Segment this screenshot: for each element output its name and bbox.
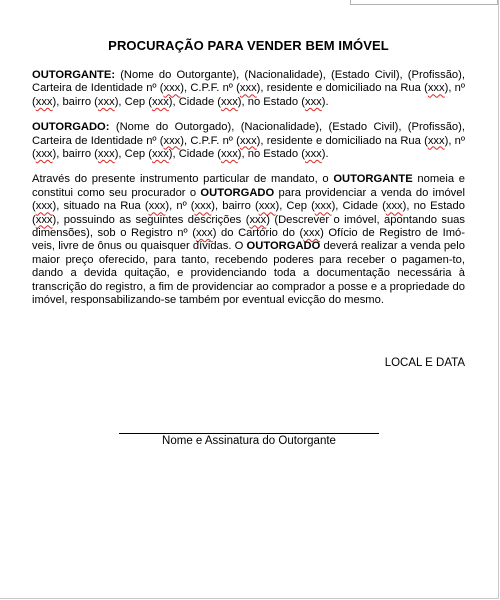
outorgante-text: ), no Estado ( bbox=[237, 95, 305, 108]
placeholder: xxx bbox=[258, 200, 276, 213]
placeholder: xxx bbox=[152, 95, 169, 108]
body-text: para providenciar a venda do imóvel ( bbox=[32, 186, 465, 213]
body-text: ), bairro ( bbox=[211, 200, 259, 213]
outorgado-ref: OUTORGADO bbox=[200, 186, 275, 199]
outorgante-text: ), nº ( bbox=[32, 82, 465, 108]
local-e-data: LOCAL E DATA bbox=[384, 357, 465, 369]
outorgado-label: OUTORGADO: bbox=[32, 121, 110, 134]
outorgante-text: ), Cep ( bbox=[114, 95, 152, 108]
body-text: deverá realizar a venda pelo maior preço oferecido, para tanto, recebendo poderes para receber o pagamen-to, dando a devida quitação, e providenciando toda a documentação necessária à transcrição do registro, a fim de providenciar ao comprador a posse e a propriedade do imóvel, responsabilizando-se também por eventual evicção do mesmo. bbox=[32, 240, 465, 307]
placeholder: xxx bbox=[35, 213, 53, 226]
body-text: ), possuindo as seguintes descrições ( bbox=[52, 213, 250, 226]
body-text: ), situado na Rua ( bbox=[52, 200, 149, 213]
placeholder: xxx bbox=[304, 148, 322, 161]
placeholder: xxx bbox=[152, 148, 169, 161]
body-text: nomeia e constitui como seu procurador o bbox=[32, 173, 465, 199]
outorgante-text: ), Cidade ( bbox=[168, 95, 222, 108]
placeholder: xxx bbox=[163, 82, 181, 95]
body-text: ), Cep ( bbox=[275, 200, 315, 213]
placeholder: xxx bbox=[314, 200, 332, 213]
body-text: ), no Estado ( bbox=[32, 200, 465, 226]
placeholder: xxx bbox=[221, 95, 238, 108]
outorgado-paragraph bbox=[32, 121, 465, 161]
placeholder: xxx bbox=[35, 148, 53, 161]
placeholder: xxx bbox=[221, 148, 238, 161]
placeholder: xxx bbox=[148, 200, 166, 213]
placeholder: xxx bbox=[239, 134, 257, 147]
outorgado-text: ), Cep ( bbox=[114, 148, 152, 161]
outorgado-ref: OUTORGADO bbox=[246, 240, 321, 253]
outorgado-text: ), bairro ( bbox=[52, 148, 98, 161]
body-text: ) (Descrever o imóvel, apontando suas dimensões), sob o Registro nº ( bbox=[32, 213, 465, 240]
placeholder: xxx bbox=[195, 227, 213, 240]
body-text: ), nº ( bbox=[165, 200, 195, 213]
body-text: ) Ofício de Registro de Imó-veis, livre de ônus ou quaisquer dívidas. O bbox=[32, 227, 465, 253]
outorgado-text: ), no Estado ( bbox=[237, 148, 305, 161]
placeholder: xxx bbox=[303, 227, 321, 240]
body-text: ) do Cartório do ( bbox=[212, 227, 304, 240]
body-text: ), Cidade ( bbox=[331, 200, 386, 213]
outorgante-text: ). bbox=[321, 95, 329, 108]
outorgante-label: OUTORGANTE: bbox=[32, 69, 116, 81]
placeholder: xxx bbox=[249, 213, 267, 226]
outorgado-text: (Nome do Outorgado), (Nacionalidade), (Estado Civil), (Profissão), Carteira de Identidade nº ( bbox=[32, 121, 465, 147]
document-title: PROCURAÇÃO PARA VENDER BEM IMÓVEL bbox=[108, 38, 389, 53]
outorgante-ref: OUTORGANTE bbox=[333, 173, 413, 186]
body-text: Através do presente instrumento particular de mandato, o bbox=[32, 173, 334, 186]
placeholder: xxx bbox=[385, 200, 403, 213]
placeholder: xxx bbox=[304, 95, 322, 108]
placeholder: xxx bbox=[97, 95, 115, 108]
placeholder: xxx bbox=[163, 134, 181, 147]
placeholder: xxx bbox=[427, 134, 445, 147]
placeholder: xxx bbox=[35, 200, 53, 213]
outorgante-text: ), residente e domiciliado na Rua ( bbox=[256, 82, 428, 95]
placeholder: xxx bbox=[35, 95, 53, 108]
document-page bbox=[32, 38, 465, 320]
signature-label: Nome e Assinatura do Outorgante bbox=[162, 435, 336, 447]
outorgado-text: ), C.P.F. nº ( bbox=[180, 134, 240, 147]
placeholder: xxx bbox=[97, 148, 115, 161]
outorgado-text: ), Cidade ( bbox=[168, 148, 222, 161]
placeholder: xxx bbox=[239, 82, 257, 95]
outorgado-text: ). bbox=[321, 148, 329, 161]
outorgante-text: ), bairro ( bbox=[52, 95, 98, 108]
outorgado-text: ), nº ( bbox=[32, 134, 465, 161]
outorgante-text: (Nome do Outorgante), (Nacionalidade), (Estado Civil), (Profissão), Carteira de Identidade nº ( bbox=[32, 69, 465, 95]
body-paragraph bbox=[32, 173, 465, 307]
outorgado-text: ), residente e domiciliado na Rua ( bbox=[256, 134, 428, 147]
signature-line bbox=[119, 433, 379, 434]
outorgante-text: ), C.P.F. nº ( bbox=[180, 82, 240, 95]
placeholder: xxx bbox=[194, 200, 212, 213]
corner-field bbox=[350, 0, 498, 5]
placeholder: xxx bbox=[427, 82, 445, 95]
outorgante-paragraph bbox=[32, 69, 465, 109]
